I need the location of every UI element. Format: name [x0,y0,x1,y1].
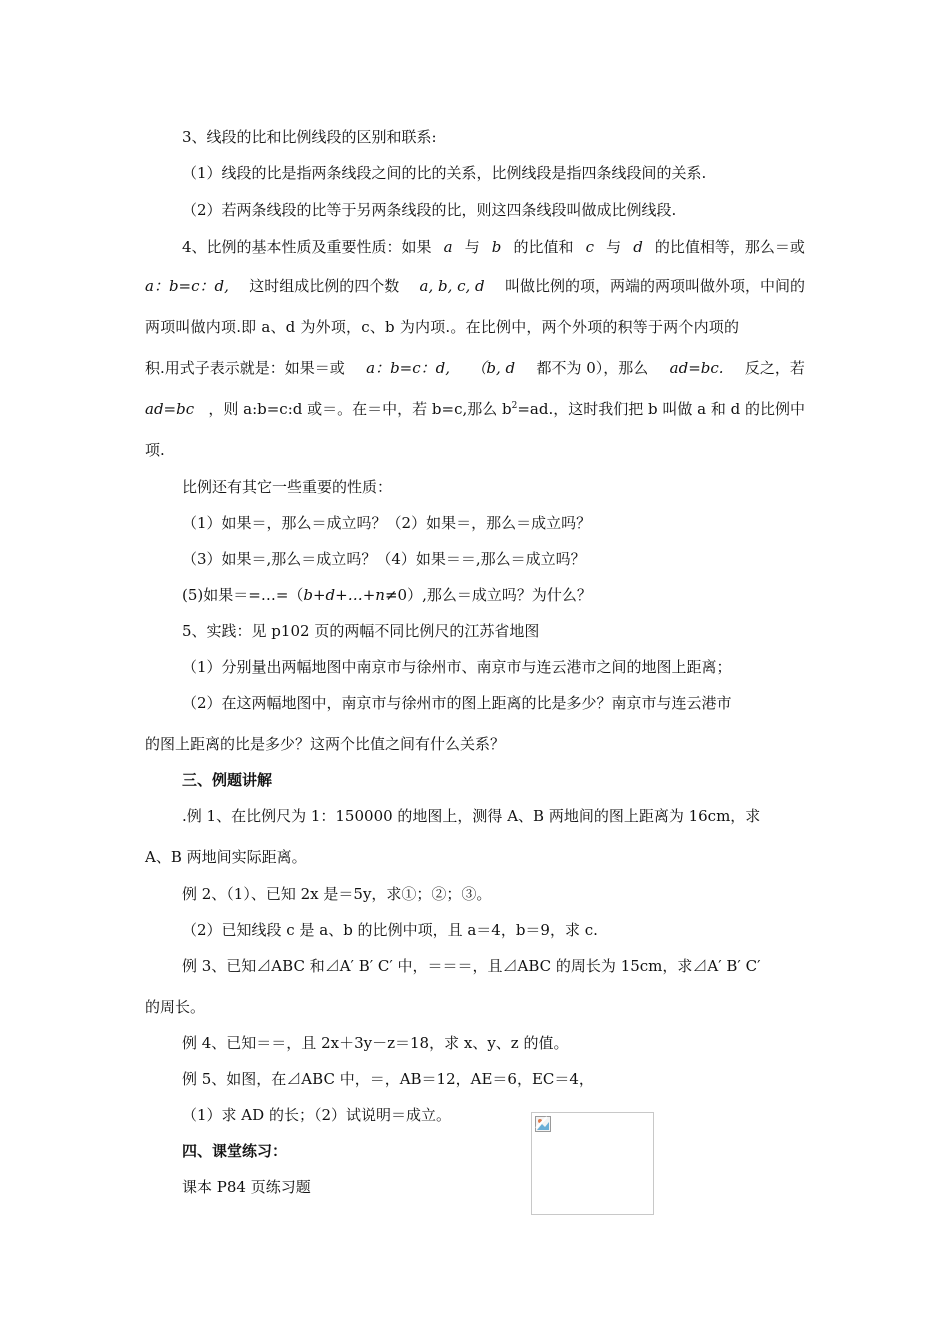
text-run: d [633,238,643,256]
text-run: 与 [606,238,622,256]
line-example-4: 例 4、已知＝＝，且 2x＋3y－z＝18，求 x、y、z 的值。 [182,1034,569,1052]
line-3-1: （1）线段的比是指两条线段之间的比的关系，比例线段是指四条线段间的关系. [182,164,707,182]
line-example-5: 例 5、如图，在⊿ABC 中，＝，AB＝12，AE＝6，EC＝4， [182,1070,594,1088]
line-prop-5 [182,585,592,605]
text-run: a：b=c：d, [145,277,229,295]
line-4-cont-3 [145,358,805,378]
text-run: =ad.，这时我们把 b 叫做 a 和 d 的比例中 [517,400,805,418]
line-practice-1: （1）分别量出两幅地图中南京市与徐州市、南京市与连云港市之间的地图上距离； [182,658,732,676]
line-4-end: 项. [145,441,165,459]
line-4-cont-1 [145,276,805,296]
text-run [208,399,805,419]
broken-image-icon [535,1116,551,1132]
figure-placeholder [531,1112,654,1215]
line-example-1: .例 1、在比例尺为 1：150000 的地图上，测得 A、B 两地间的图上距离为 16cm，求 [182,807,761,825]
section-heading-examples: 三、例题讲解 [182,771,273,789]
line-practice-2-cont: 的图上距离的比是多少？这两个比值之间有什么关系？ [145,735,506,753]
text-run: a [443,238,453,256]
text-run: (5)如果＝=…=（ [182,586,304,604]
text-run: ad=bc. [669,359,724,377]
line-example-2-2: （2）已知线段 c 是 a、b 的比例中项，且 a＝4，b＝9，求 c. [182,921,598,939]
text-run: a, b, c, d [419,277,485,295]
line-example-5-questions: （1）求 AD 的长；（2）试说明＝成立。 [182,1106,451,1124]
superscript: 2 [511,401,518,411]
line-4-cont-4 [145,399,805,419]
text-run: 的比值和 [513,238,574,256]
text-run: 都不为 0），那么 [536,359,649,377]
text-run: （b, d [471,359,516,377]
line-example-3: 例 3、已知⊿ABC 和⊿A′ B′ C′ 中，＝＝＝，且⊿ABC 的周长为 15cm，求⊿A′ B′ C′ [182,957,761,975]
text-run: 4、比例的基本性质及重要性质：如果 [182,238,432,256]
line-example-1-cont: A、B 两地间实际距离。 [145,848,307,866]
text-run: a：b=c：d, [366,359,451,377]
line-prop-1-2: （1）如果＝，那么＝成立吗？（2）如果＝，那么＝成立吗？ [182,514,592,532]
line-other-properties: 比例还有其它一些重要的性质： [182,478,393,496]
text-run: 反之，若 [744,359,805,377]
line-4-cont-2: 两项叫做内项.即 a、d 为外项，c、b 为内项.。在比例中，两个外项的积等于两个内项的 [145,318,740,336]
line-4-heading [182,237,805,257]
text-run: ，则 a:b=c:d 或＝。在＝中，若 b=c,那么 b [208,400,512,418]
text-run: 的比值相等，那么＝或 [654,238,805,256]
text-run: ad=bc [145,400,195,418]
text-run: 积.用式子表示就是：如果＝或 [145,359,345,377]
text-run: 与 [464,238,480,256]
text-run: 叫做比例的项，两端的两项叫做外项，中间的 [504,277,805,295]
line-3-heading: 3、线段的比和比例线段的区别和联系: [182,128,437,146]
line-example-3-cont: 的周长。 [145,998,206,1016]
line-practice: 5、实践：见 p102 页的两幅不同比例尺的江苏省地图 [182,622,540,640]
line-prop-3-4: （3）如果＝,那么＝成立吗？（4）如果＝＝,那么＝成立吗？ [182,550,586,568]
text-run: b [491,238,502,256]
line-exercise: 课本 P84 页练习题 [182,1178,311,1196]
text-run: b+d+…+n [303,586,385,604]
line-practice-2: （2）在这两幅地图中，南京市与徐州市的图上距离的比是多少？南京市与连云港市 [182,694,732,712]
text-run: ≠0）,那么＝成立吗？为什么？ [384,586,592,604]
line-example-2: 例 2、（1）、已知 2x 是＝5y，求①；②；③。 [182,885,492,903]
line-3-2: （2）若两条线段的比等于另两条线段的比，则这四条线段叫做成比例线段. [182,201,677,219]
section-heading-exercises: 四、课堂练习： [182,1142,288,1160]
text-run: 这时组成比例的四个数 [249,277,400,295]
text-run: c [585,238,595,256]
